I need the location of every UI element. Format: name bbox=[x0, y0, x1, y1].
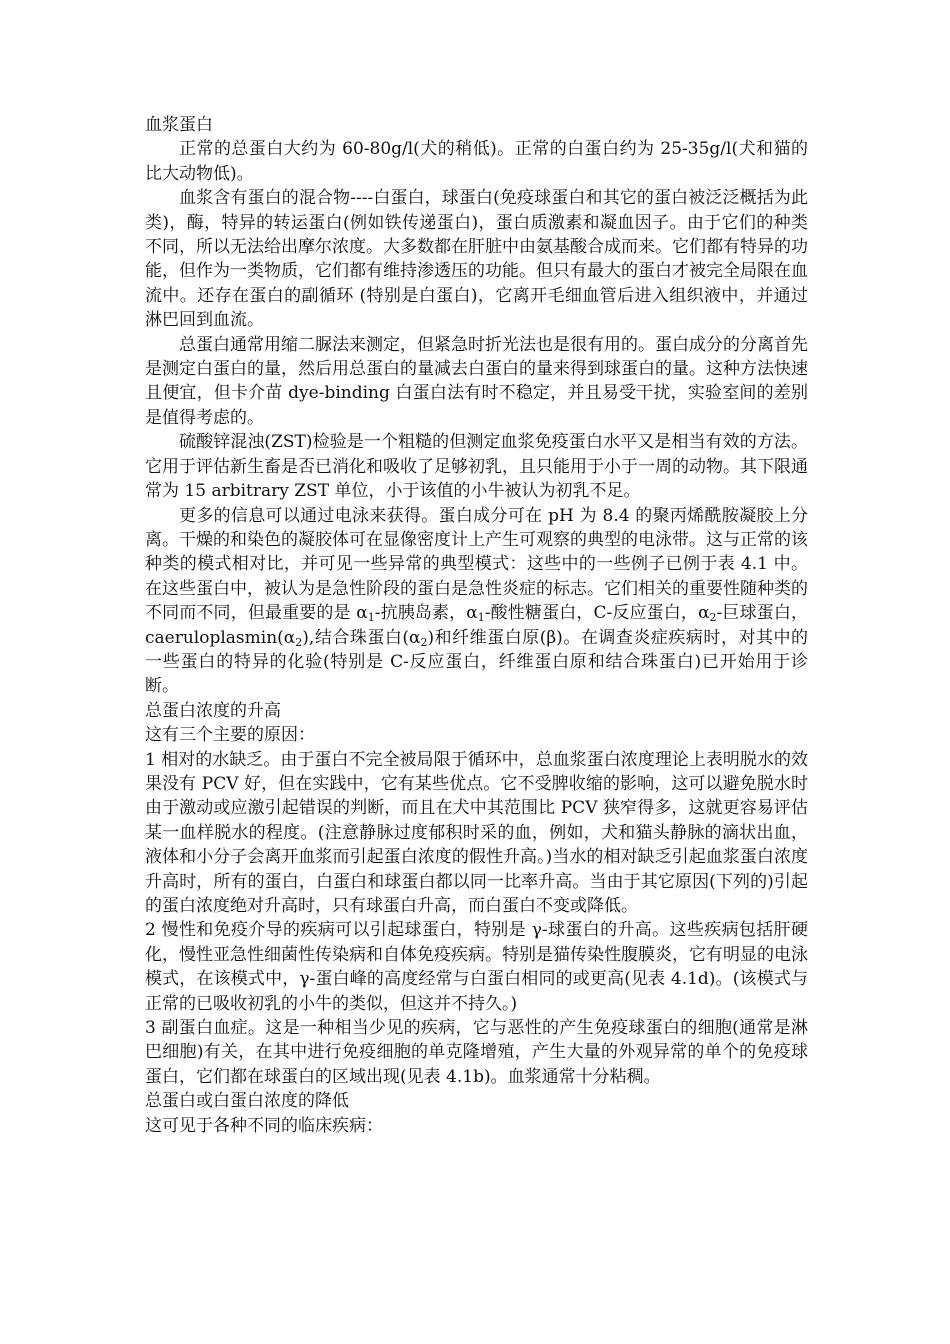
text-segment: )和纤维蛋白原(β)。在调查炎症疾病时，对其中的一些蛋白的特异的化验(特别是 C-反应蛋白，纤维蛋白原和结合珠蛋白)已开始用于诊断。 bbox=[145, 627, 808, 697]
section-title-plasma-protein: 血浆蛋白 bbox=[145, 115, 213, 135]
section-title-protein-increase: 总蛋白浓度的升高 bbox=[145, 700, 281, 721]
document-page bbox=[145, 113, 808, 1138]
subscript: 1 bbox=[367, 611, 375, 625]
text-segment: -抗胰岛素，α bbox=[374, 603, 478, 624]
text-segment: 更多的信息可以通过电泳来获得。蛋白成分可在 pH 为 8.4 的聚丙烯酰胺凝胶上分离。干燥的和染色的凝胶体可在显像密度计上产生可观察的典型的电泳带。这与正常的该种类的模式相对比，并可见一些异常的典型模式：这些中的一些例子已例于表 4.1 中。在这些蛋白中，被认为是急性阶段的蛋白是急性炎症的标志。它们相关的重要性随种类的不同而不同，但最重要的是 α bbox=[145, 505, 808, 624]
paragraph-electrophoresis bbox=[145, 504, 808, 699]
text-segment: ),结合珠蛋白(α bbox=[302, 627, 421, 648]
paragraph-protein-mixture: 血浆含有蛋白的混合物----白蛋白，球蛋白(免疫球蛋白和其它的蛋白被泛泛概括为此类)，酶，特异的转运蛋白(例如铁传递蛋白)，蛋白质激素和凝血因子。由于它们的种类不同，所以无法给出摩尔浓度。大多数都在肝脏中由氨基酸合成而来。它们都有特异的功能，但作为一类物质，它们都有维持渗透压的功能。但只有最大的蛋白才被完全局限在血流中。还存在蛋白的副循环 (特别是白蛋白)，它离开毛细血管后进入组织液中，并通过淋巴回到血流。 bbox=[145, 188, 808, 331]
text-segment: -巨球蛋白，caeruloplasmin(α bbox=[145, 603, 808, 648]
subscript: 2 bbox=[709, 611, 717, 625]
subscript: 2 bbox=[420, 635, 428, 649]
paragraph-measurement-methods: 总蛋白通常用缩二脲法来测定，但紧急时折光法也是很有用的。蛋白成分的分离首先是测定白蛋白的量，然后用总蛋白的量减去白蛋白的量来得到球蛋白的量。这种方法快速且便宜，但卡介苗 dye-binding 白蛋白法有时不稳定，并且易受干扰，实验室间的差别是值得考虑的。 bbox=[145, 334, 808, 428]
text-segment: -酸性糖蛋白，C-反应蛋白，α bbox=[484, 603, 710, 624]
subscript: 1 bbox=[477, 611, 485, 625]
intro-three-causes: 这有三个主要的原因： bbox=[145, 725, 315, 746]
section-title-protein-decrease: 总蛋白或白蛋白浓度的降低 bbox=[145, 1091, 349, 1112]
paragraph-zst-test: 硫酸锌混浊(ZST)检验是一个粗糙的但测定血浆免疫蛋白水平又是相当有效的方法。它用于评估新生畜是否已消化和吸收了足够初乳，且只能用于小于一周的动物。其下限通常为 15 arbitrary ZST 单位，小于该值的小牛被认为初乳不足。 bbox=[145, 432, 808, 502]
list-item-paraproteinemia: 3 副蛋白血症。这是一种相当少见的疾病，它与恶性的产生免疫球蛋白的细胞(通常是淋巴细胞)有关，在其中进行免疫细胞的单克隆增殖，产生大量的外观异常的单个的免疫球蛋白，它们都在球蛋白的区域出现(见表 4.1b)。血浆通常十分粘稠。 bbox=[145, 1018, 808, 1087]
intro-clinical-conditions: 这可见于各种不同的临床疾病： bbox=[145, 1115, 383, 1136]
paragraph-normal-values: 正常的总蛋白大约为 60-80g/l(犬的稍低)。正常的白蛋白约为 25-35g/l(犬和猫的比大动物低)。 bbox=[145, 139, 808, 184]
list-item-chronic-immune-disease: 2 慢性和免疫介导的疾病可以引起球蛋白，特别是 γ-球蛋白的升高。这些疾病包括肝硬化，慢性亚急性细菌性传染病和自体免疫疾病。特别是猫传染性腹膜炎，它有明显的电泳模式，在该模式中，γ-蛋白峰的高度经常与白蛋白相同的或更高(见表 4.1d)。(该模式与正常的已吸收初乳的小牛的类似，但这并不持久。) bbox=[145, 920, 808, 1014]
list-item-water-deficit: 1 相对的水缺乏。由于蛋白不完全被局限于循环中，总血浆蛋白浓度理论上表明脱水的效果没有 PCV 好，但在实践中，它有某些优点。它不受脾收缩的影响，这可以避免脱水时由于激动或应激引起错误的判断，而且在犬中其范围比 PCV 狭窄得多，这就更容易评估某一血样脱水的程度。(注意静脉过度郁积时采的血，例如，犬和猫头静脉的滴状出血，液体和小分子会离开血浆而引起蛋白浓度的假性升高。)当水的相对缺乏引起血浆蛋白浓度升高时，所有的蛋白，白蛋白和球蛋白都以同一比率升高。当由于其它原因(下列的)引起的蛋白浓度绝对升高时，只有球蛋白升高，而白蛋白不变或降低。 bbox=[145, 749, 808, 916]
subscript: 2 bbox=[295, 635, 303, 649]
